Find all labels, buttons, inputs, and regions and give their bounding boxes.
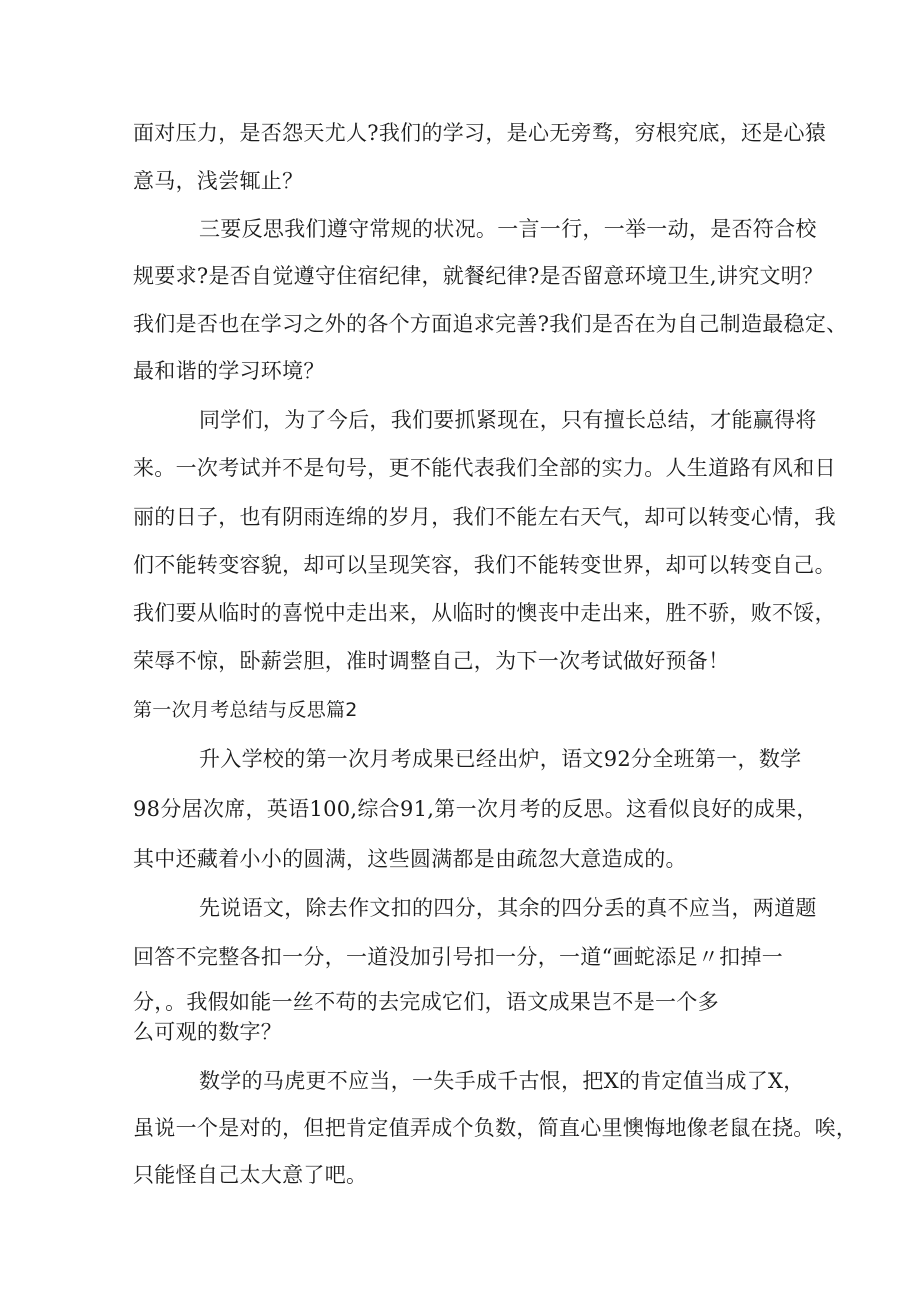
paragraph-line: 荣辱不惊，卧薪尝胆，准时调整自己，为下一次考试做好预备！ [133, 649, 730, 673]
section-heading: 第一次月考总结与反思篇2 [133, 699, 358, 721]
paragraph-line: 丽的日子，也有阴雨连绵的岁月，我们不能左右天气，却可以转变心情，我 [133, 505, 836, 529]
paragraph-line: 升入学校的第一次月考成果已经出炉，语文92分全班第一，数学 [199, 747, 802, 771]
paragraph-line: 意马，浅尝辄止？ [133, 169, 304, 193]
paragraph-line: 虽说一个是对的，但把肯定值弄成个负数，简直心里懊悔地像老鼠在挠。唉， [133, 1116, 858, 1140]
paragraph-line: 其中还藏着小小的圆满，这些圆满都是由疏忽大意造成的。 [133, 847, 687, 871]
paragraph-line: 分，。我假如能一丝不苟的去完成它们，语文成果岂不是一个多 [133, 990, 719, 1014]
paragraph-line: 回答不完整各扣一分，一道没加引号扣一分，一道“画蛇添足〃扣掉一 [133, 945, 784, 969]
paragraph-line: 们不能转变容貌，却可以呈现笑容，我们不能转变世界，却可以转变自己。 [133, 553, 836, 577]
paragraph-line: 我们是否也在学习之外的各个方面追求完善?我们是否在为自己制造最稳定、 [133, 312, 848, 336]
paragraph-line: 98分居次席，英语100,综合91,第一次月考的反思。这看似良好的成果， [133, 797, 818, 821]
paragraph-line: 面对压力，是否怨天尤人?我们的学习，是心无旁骛，穷根究底，还是心猿 [133, 121, 827, 145]
paragraph-line: 来。一次考试并不是句号，更不能代表我们全部的实力。人生道路有风和日 [133, 456, 836, 480]
paragraph-line: 么可观的数字？ [133, 1020, 283, 1044]
paragraph-line: 只能怪自己太大意了吧。 [133, 1163, 368, 1187]
paragraph-line: 先说语文，除去作文扣的四分，其余的四分丢的真不应当，两道题 [199, 896, 817, 920]
paragraph-line: 最和谐的学习环境？ [133, 359, 325, 383]
paragraph-line: 三要反思我们遵守常规的状况。一言一行，一举一动，是否符合校 [199, 217, 817, 241]
paragraph-line: 同学们，为了今后，我们要抓紧现在，只有擅长总结，才能赢得将 [199, 408, 817, 432]
paragraph-line: 规要求?是否自觉遵守住宿纪律，就餐纪律?是否留意环境卫生,讲究文明？ [133, 264, 824, 288]
paragraph-line: 数学的马虎更不应当，一失手成千古恨，把X的肯定值当成了X， [199, 1069, 805, 1093]
paragraph-line: 我们要从临时的喜悦中走出来，从临时的懊丧中走出来，胜不骄，败不馁， [133, 601, 836, 625]
